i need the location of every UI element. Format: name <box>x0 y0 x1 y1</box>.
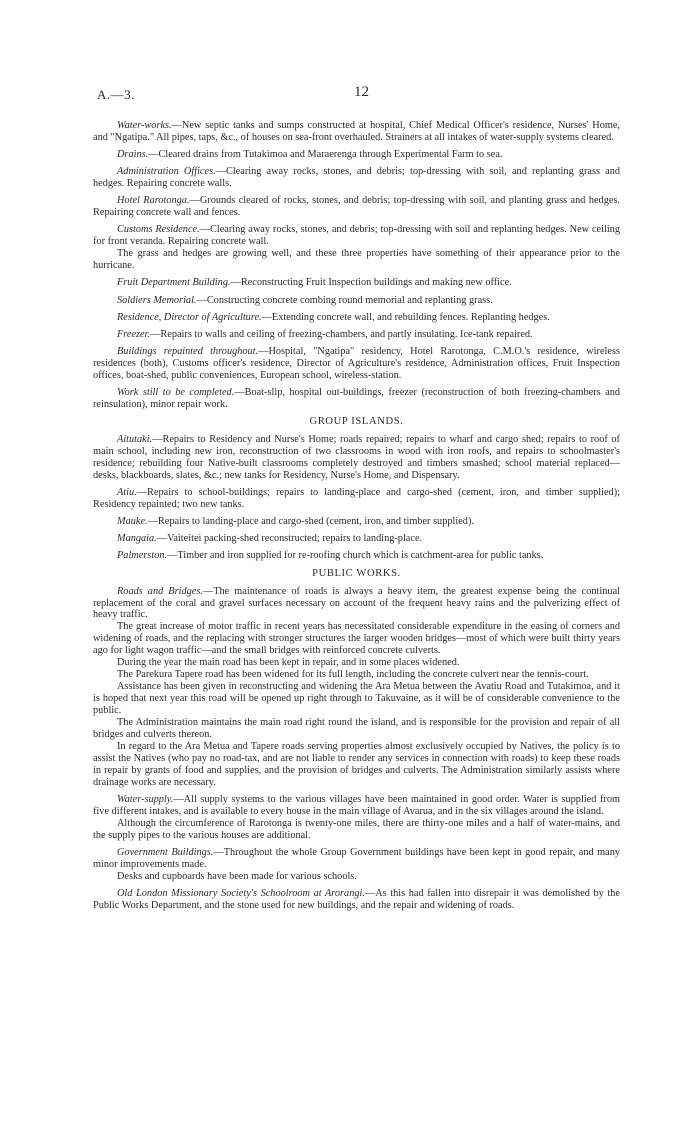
paragraph: In regard to the Ara Metua and Tapere roads serving properties almost exclusively occupied by Natives, the policy is to assist the Natives (who pay no road-tax, and are not liable to render any services in connection with roads) to keep these roads in repair by grants of food and supplies, and the provision of bridges and culverts. The Administration similarly assists where drainage works are necessary. <box>93 740 620 788</box>
paragraph-lead: Drains. <box>117 149 149 161</box>
paragraph <box>93 516 620 528</box>
section-public-works <box>93 586 620 912</box>
paragraph-lead: Residence, Director of Agriculture. <box>117 311 262 323</box>
paragraph: The Administration maintains the main road right round the island, and is responsible for the provision and repair of all bridges and culverts thereon. <box>93 717 620 740</box>
paragraph-text: —Reconstructing Fruit Inspection buildings and making new office. <box>230 277 512 289</box>
paragraph-text: —Constructing concrete combing round memorial and replanting grass. <box>196 294 493 306</box>
paragraph: The great increase of motor traffic in recent years has necessitated considerable expenditure in the easing of corners and widening of roads, and the replacing with stronger structures the larger wooden bridges—most of which were built thirty years ago for light wagon traffic—and the small bridges with reinforced concrete culverts. <box>93 621 620 657</box>
paragraph-lead: Hotel Rarotonga. <box>117 195 190 207</box>
paragraph-lead: Government Buildings. <box>117 846 214 858</box>
paragraph <box>93 487 620 511</box>
paragraph <box>93 312 620 324</box>
paragraph <box>93 586 620 622</box>
paragraph <box>93 550 620 562</box>
paragraph-lead: Mauke. <box>117 516 148 528</box>
paragraph-text: —The maintenance of roads is always a heavy item, the greatest expense being the continual replacement of the coral and gravel surfaces necessary on account of the frequent heavy rains and the pulverizing effect of heavy traffic. <box>93 585 620 621</box>
paragraph: Desks and cupboards have been made for various schools. <box>117 870 357 882</box>
paragraph <box>93 847 620 871</box>
paragraph: The grass and hedges are growing well, and these three properties have something of their appearance prior to the hurricane. <box>93 248 620 272</box>
paragraph-lead: Customs Residence. <box>117 224 200 236</box>
paragraph-lead: Mangaia. <box>117 533 157 545</box>
page-body <box>93 120 620 917</box>
section-heading-group-islands: GROUP ISLANDS. <box>309 416 404 428</box>
paragraph-lead: Atiu. <box>117 487 137 499</box>
section-heading-public-works: PUBLIC WORKS. <box>312 567 401 579</box>
paragraph-text: —Repairs to walls and ceiling of freezing-chambers, and partly insulating. Ice-tank repaired. <box>150 328 533 340</box>
page-header <box>97 84 619 103</box>
paragraph <box>93 888 620 912</box>
paragraph-lead: Water-supply. <box>117 793 174 805</box>
paragraph-text: —Throughout the whole Group Government buildings have been kept in good repair, and many minor improvements made. <box>93 846 620 870</box>
paragraph-text: —Grounds cleared of rocks, stones, and debris; top-dressing with soil, and planting grass and hedges. Repairing concrete wall and fences. <box>93 195 620 219</box>
paragraph-text: —Repairs to school-buildings; repairs to landing-place and cargo-shed (cement, iron, and timber supplied); Residency repainted; two new tanks. <box>93 487 620 511</box>
paragraph-text: —Hospital, "Ngatipa" residency, Hotel Rarotonga, C.M.O.'s residence, wireless residences (both), Customs officer's residence, Director of Agriculture's residence, Administration offices, Fruit Inspection offices, boat-shed, public conveniences, European school, wireless-station. <box>93 345 620 381</box>
paragraph: Assistance has been given in reconstructing and widening the Ara Metua between the Avatiu Road and Tutakimoa, and it is hoped that next year this road will be opened up right through to Takuvaine, as it will be of considerable convenience to the public. <box>93 681 620 717</box>
page-number: 12 <box>354 84 369 100</box>
paragraph: Although the circumference of Rarotonga is twenty-one miles, there are thirty-one miles and a half of water-mains, and the supply pipes to the various houses are additional. <box>93 817 620 841</box>
paragraph <box>93 166 620 190</box>
paragraph <box>93 195 620 219</box>
paragraph-text: —Repairs to Residency and Nurse's Home; roads repaired; repairs to wharf and cargo shed; repairs to roof of main school, including new iron, reconstruction of two classrooms in wood with iron roofs, and repairs to schoolmaster's residence; rebuilding four Native-built classrooms completely destroyed and timbers smashed; school material replaced—desks, blackboards, slates, &c.; new tanks for Residency, Nurse's Home, and Dispensary. <box>93 434 620 481</box>
section-rarotonga-works <box>93 120 620 411</box>
paragraph-lead: Buildings repainted throughout. <box>117 345 259 357</box>
paragraph <box>93 277 620 289</box>
paragraph-text: —All supply systems to the various villages have been maintained in good order. Water is supplied from five different intakes, and is available to every house in the main village of Avarua, and in the six villages around the island. <box>93 793 620 817</box>
paragraph-text: —Cleared drains from Tutakimoa and Maraerenga through Experimental Farm to sea. <box>148 149 503 161</box>
paragraph <box>93 346 620 382</box>
paragraph-lead: Water-works. <box>117 120 172 131</box>
paragraph-text: —Extending concrete wall, and rebuilding fences. Replanting hedges. <box>261 311 550 323</box>
paragraph-lead: Soldiers Memorial. <box>117 294 197 306</box>
paragraph-lead: Administration Offices. <box>117 166 216 178</box>
paragraph <box>93 533 620 545</box>
paragraph-text: —Vaiteitei packing-shed reconstructed; repairs to landing-place. <box>156 533 423 545</box>
paragraph-text: —As this had fallen into disrepair it was demolished by the Public Works Department, and the stone used for new buildings, and the repair and widening of roads. <box>93 887 620 911</box>
paragraph-lead: Freezer. <box>117 328 151 340</box>
paragraph-text: —New septic tanks and sumps constructed at hospital, Chief Medical Officer's residence, Nurses' Home, and "Ngatipa." All pipes, taps, &c., of houses on sea-front overhauled. Strainers at all intakes of water-supply systems cleared. <box>93 120 620 143</box>
paragraph-lead: Work still to be completed. <box>117 387 235 399</box>
paragraph: The Parekura Tapere road has been widened for its full length, including the concrete culvert near the tennis-court. <box>117 669 589 681</box>
paragraph-text: —Clearing away rocks, stones, and debris; top-dressing with soil and replanting hedges. New ceiling for front veranda. Repairing concrete wall. <box>93 224 620 248</box>
paragraph-lead: Old London Missionary Society's Schoolroom at Arorangi. <box>117 887 365 899</box>
section-group-islands <box>93 434 620 562</box>
paragraph <box>93 329 620 341</box>
paragraph-text: —Clearing away rocks, stones, and debris; top-dressing with soil, and replanting grass and hedges. Repairing concrete walls. <box>93 166 620 190</box>
paragraph <box>93 149 620 161</box>
paragraph <box>93 120 620 144</box>
paragraph-text: —Repairs to landing-place and cargo-shed (cement, iron, and timber supplied). <box>147 516 474 528</box>
paragraph <box>93 224 620 248</box>
paragraph <box>93 434 620 482</box>
paragraph-lead: Fruit Department Building. <box>117 277 231 289</box>
paragraph-lead: Roads and Bridges. <box>117 585 203 597</box>
paragraph-lead: Aitutaki. <box>117 434 153 446</box>
paragraph: During the year the main road has been kept in repair, and in some places widened. <box>117 657 460 669</box>
paragraph <box>93 295 620 307</box>
paragraph-lead: Palmerston. <box>117 550 168 562</box>
document-reference: A.—3. <box>97 87 135 102</box>
paragraph-text: —Timber and iron supplied for re-roofing church which is catchment-area for public tanks. <box>167 550 544 562</box>
paragraph <box>93 794 620 818</box>
paragraph <box>93 387 620 411</box>
paragraph-text: —Boat-slip, hospital out-buildings, freezer (reconstruction of both freezing-chambers and reinsulation), minor repair work. <box>93 387 620 410</box>
